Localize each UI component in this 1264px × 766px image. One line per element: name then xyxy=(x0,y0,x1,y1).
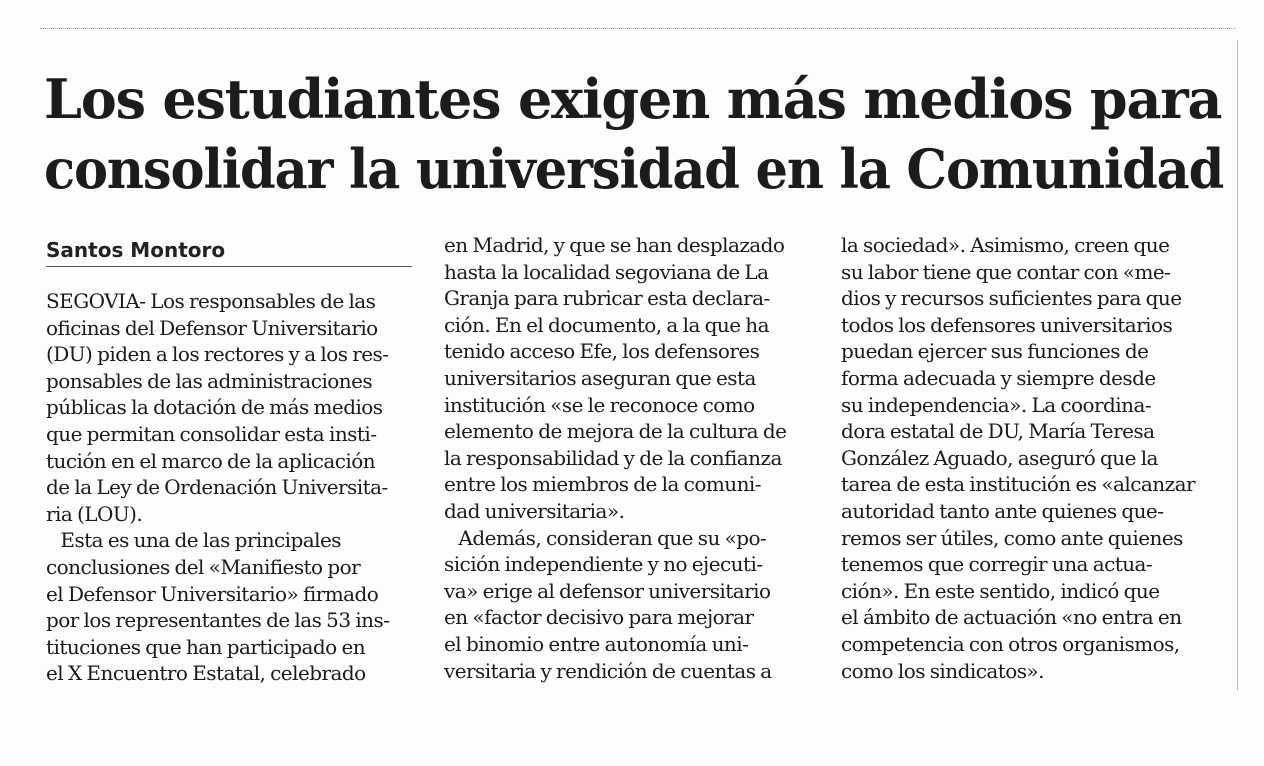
article-text-line: por los representantes de las 53 ins- xyxy=(46,608,390,633)
article-text-line: hasta la localidad segoviana de La xyxy=(444,259,769,284)
article-text-line: va» erige al defensor universitario xyxy=(444,578,771,603)
byline: Santos Montoro xyxy=(46,238,226,262)
article-text-line: (DU) piden a los rectores y a los res- xyxy=(46,342,389,367)
article-text-line: oficinas del Defensor Universitario xyxy=(46,315,378,340)
article-text-line: conclusiones del «Manifiesto por xyxy=(46,554,361,579)
article-text-line: tituciones que han participado en xyxy=(46,634,366,659)
article-text-line: autoridad tanto ante quienes que- xyxy=(841,498,1164,523)
article-column-3 xyxy=(841,232,1213,684)
article-text-line: forma adecuada y siempre desde xyxy=(841,365,1156,390)
article-text-line: el X Encuentro Estatal, celebrado xyxy=(46,661,366,686)
article-text-line: el binomio entre autonomía uni- xyxy=(444,631,749,656)
article-text-line: el ámbito de actuación «no entra en xyxy=(841,605,1182,630)
article-text-line: de la Ley de Ordenación Universita- xyxy=(46,475,388,500)
article-text-line: universitarios aseguran que esta xyxy=(444,365,756,390)
article-text-line: institución «se le reconoce como xyxy=(444,392,755,417)
article-headline xyxy=(44,64,1224,204)
article-text-line: Además, consideran que su «po- xyxy=(444,525,767,550)
article-text-line: sición independiente y no ejecuti- xyxy=(444,552,763,577)
headline-line-1: Los estudiantes exigen más medios para xyxy=(44,67,1222,131)
article-text-line: dora estatal de DU, María Teresa xyxy=(841,419,1155,444)
article-text-line: públicas la dotación de más medios xyxy=(46,395,383,420)
article-text-line: versitaria y rendición de cuentas a xyxy=(444,658,772,683)
article-text-line: tenido acceso Efe, los defensores xyxy=(444,339,760,364)
article-text-line: ria (LOU). xyxy=(46,501,143,526)
article-text-line: tenemos que corregir una actua- xyxy=(841,552,1153,577)
article-text-line: puedan ejercer sus funciones de xyxy=(841,339,1149,364)
article-text-line: dios y recursos suficientes para que xyxy=(841,286,1182,311)
article-text-line: el Defensor Universitario» firmado xyxy=(46,581,379,606)
article-text-line: su independencia». La coordina- xyxy=(841,392,1152,417)
article-text-line: tarea de esta institución es «alcanzar xyxy=(841,472,1195,497)
article-text-line: elemento de mejora de la cultura de xyxy=(444,419,787,444)
article-text-line: González Aguado, aseguró que la xyxy=(841,445,1158,470)
article-column-1 xyxy=(46,288,418,687)
article-text-line: ción». En este sentido, indicó que xyxy=(841,578,1160,603)
article-text-line: en «factor decisivo para mejorar xyxy=(444,605,754,630)
article-text-line: como los sindicatos». xyxy=(841,658,1044,683)
article-text-line: todos los defensores universitarios xyxy=(841,312,1173,337)
article-text-line: remos ser útiles, como ante quienes xyxy=(841,525,1183,550)
article-text-line: ponsables de las administraciones xyxy=(46,368,373,393)
article-text-line: la sociedad». Asimismo, creen que xyxy=(841,233,1170,257)
right-edge-rule xyxy=(1237,40,1238,690)
article-text-line: tución en el marco de la aplicación xyxy=(46,448,376,473)
article-text-line: Granja para rubricar esta declara- xyxy=(444,286,770,311)
article-text-line: entre los miembros de la comuni- xyxy=(444,472,761,497)
byline-rule xyxy=(46,266,412,267)
article-column-2 xyxy=(444,232,816,684)
article-text-line: que permitan consolidar esta insti- xyxy=(46,421,377,446)
article-text-line: competencia con otros organismos, xyxy=(841,631,1180,656)
headline-line-2: consolidar la universidad en la Comunidad xyxy=(44,137,1224,201)
article-text-line: SEGOVIA- Los responsables de las xyxy=(46,289,376,313)
article-text-line: su labor tiene que contar con «me- xyxy=(841,259,1171,284)
article-text-line: la responsabilidad y de la confianza xyxy=(444,445,782,470)
top-dotted-rule xyxy=(40,28,1236,29)
article-text-line: ción. En el documento, a la que ha xyxy=(444,312,770,337)
article-text-line: Esta es una de las principales xyxy=(46,528,342,553)
article-text-line: en Madrid, y que se han desplazado xyxy=(444,233,785,257)
article-text-line: dad universitaria». xyxy=(444,498,625,523)
